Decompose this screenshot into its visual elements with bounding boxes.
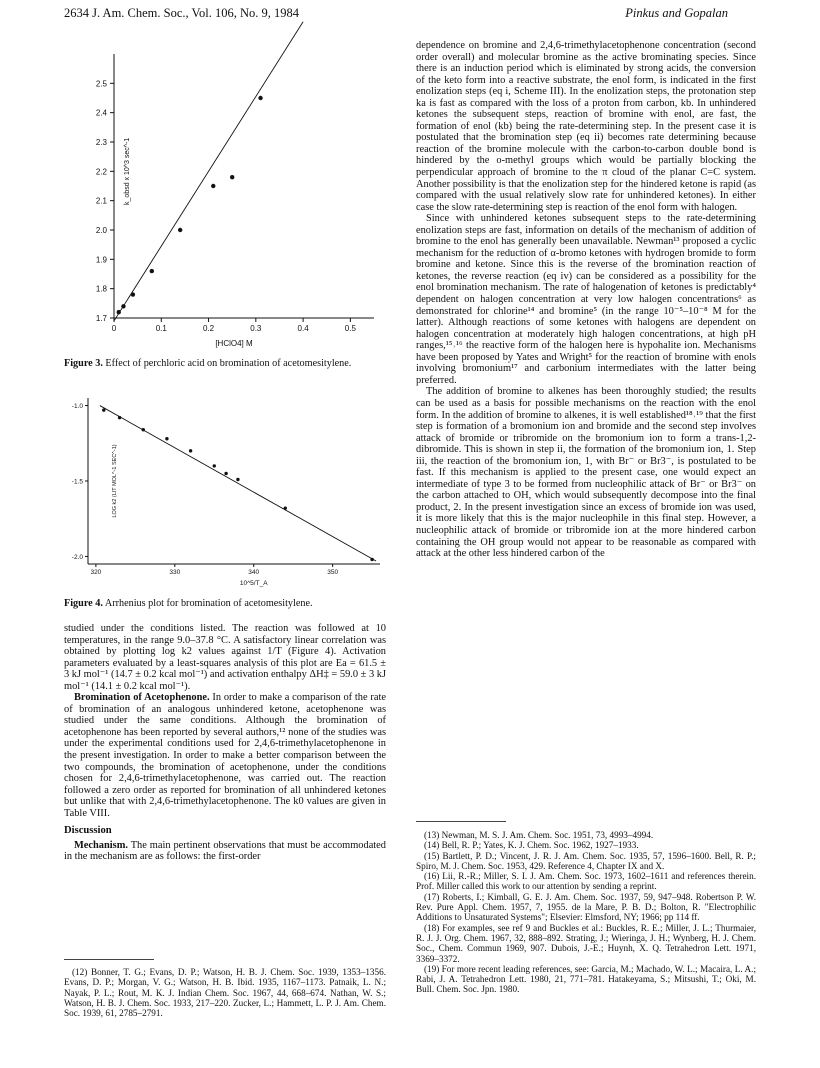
reference-item: (19) For more recent leading references, see: Garcia, M.; Machado, W. L.; Macaira, L. A.; Rabi, J. A. Tetrahedron Lett. 1980, 21, 771–781. Hatakeyama, S.; Mitsushi, T.; Oki, M. Bull. Chem. Soc. Jpn. 1980. <box>416 963 756 995</box>
y-tick-label: 2.1 <box>95 196 107 206</box>
paragraph <box>64 692 386 819</box>
data-point <box>236 478 239 481</box>
data-point <box>258 96 262 100</box>
left-references <box>64 967 386 1018</box>
fit-line <box>100 406 376 561</box>
discussion-heading: Discussion <box>64 825 112 837</box>
data-point <box>165 437 168 440</box>
figure-3-chart <box>58 40 388 348</box>
right-references <box>416 830 756 995</box>
figure-3-caption-label: Figure 3. <box>64 358 103 369</box>
figure-4-caption <box>64 598 394 610</box>
paragraph: dependence on bromine and 2,4,6-trimethylacetophenone concentration (second order overall) and molecular bromine as the active brominating species. Since there is an induction period which is eliminated by strong acids, the conversion of the keto form into a reactive substrate, the enol form, is indicated in the first enolization steps (eq i, Scheme III). In the enolization steps, the protonation step ka is fast as compared with the loss of a proton from carbon, kb. In unhindered ketones the subsequent steps, reaction of bromine with enol, are fast, the formation of enol (kb) being the rate-determining step. In the present case it is postulated that the bromination step (eq ii) becomes rate determining because reaction of the bromine molecule with the carbon-to-carbon double bond is hindered by the o-methyl groups which would be partially blocking the perpendicular approach of bromine to the π cloud of the planar C=C system. Another possibility is that the enolization step for the hindered ketone is rapid (as compared with the usual relatively slow rate for unhindered ketones). In either case the slow rate-determining step is reaction of the enol form with halogen. <box>416 40 756 213</box>
y-tick-label: -2.0 <box>71 553 83 561</box>
data-point <box>117 310 121 314</box>
data-point <box>150 269 154 273</box>
y-tick-label: 2.4 <box>95 108 107 118</box>
x-tick-label: 340 <box>248 569 260 576</box>
reference-item: (16) Lii, R.-R.; Miller, S. I. J. Am. Chem. Soc. 1973, 1602–1611 and references therein. Prof. Miller called this work to our attention by sending a reprint. <box>416 871 756 892</box>
paragraph <box>64 840 386 863</box>
data-point <box>284 506 287 509</box>
running-header-left: 2634 J. Am. Chem. Soc., Vol. 106, No. 9, 1984 <box>64 6 299 20</box>
y-axis-label: LOG k2 (LIT MOL^-1 SEC^-1) <box>112 444 118 518</box>
data-point <box>118 416 121 419</box>
left-body-text <box>64 623 386 863</box>
running-header-right: Pinkus and Gopalan <box>625 6 728 20</box>
data-point <box>189 449 192 452</box>
paragraph-text: The main pertinent observations that must be accommodated in the mechanism are as follows: the first-order <box>64 839 386 863</box>
data-point <box>121 304 125 308</box>
section-heading: Bromination of Acetophenone. <box>74 692 210 704</box>
y-tick-label: -1.0 <box>71 403 83 411</box>
y-tick-label: 2.3 <box>95 138 107 147</box>
x-tick-label: 0 <box>111 324 117 333</box>
y-tick-label: 1.7 <box>95 314 107 323</box>
reference-item: (13) Newman, M. S. J. Am. Chem. Soc. 1951, 73, 4993–4994. <box>424 830 654 840</box>
right-footnote-rule <box>416 821 506 822</box>
x-tick-label: 320 <box>90 569 102 576</box>
reference-item: (18) For examples, see ref 9 and Buckles et al.: Buckles, R. E.; Miller, J. L.; Thurmaier, R. J. J. Org. Chem. 1967, 32, 888–892. Strating, J.; Wieringa, J. H.; Wynberg, H. J. Chem. Soc., Chem. Commun 1969, 907. Dubois, J.-E.; Huynh, X. Q. Tetrahedron Lett. 1971, 3369–3372. <box>416 922 756 964</box>
x-tick-label: 0.5 <box>344 324 356 333</box>
y-tick-label: 2.2 <box>95 167 107 177</box>
data-point <box>230 175 234 179</box>
reference-item: (17) Roberts, I.; Kimball, G. E. J. Am. Chem. Soc. 1937, 59, 947–948. Robertson P. W. Rev. Pure Appl. Chem. 1957, 7, 1955. de la Mare, P. B. D.; Bolton, R. "Electrophilic Additions to Unsaturated Systems"; Elsevier: Elmsford, NY; 1966; pp 114 ff. <box>416 891 756 923</box>
reference-item: (14) Bell, R. P.; Yates, K. J. Chem. Soc. 1962, 1927–1933. <box>424 840 639 851</box>
data-point <box>211 184 215 188</box>
data-point <box>224 472 227 475</box>
y-tick-label: 1.8 <box>95 284 107 294</box>
figure-3-caption-text: Effect of perchloric acid on bromination of acetomesitylene. <box>102 358 352 369</box>
x-axis-label: 10^5/T_A <box>239 580 268 587</box>
x-axis-label: [HClO4] M <box>215 339 253 348</box>
y-tick-label: 1.9 <box>95 255 107 265</box>
right-body-text <box>416 40 756 560</box>
figure-3-caption <box>64 358 394 370</box>
x-tick-label: 350 <box>327 569 339 576</box>
figure-4-caption-label: Figure 4. <box>64 598 103 609</box>
paragraph: studied under the conditions listed. The reaction was followed at 10 temperatures, in the range 9.0–37.8 °C. A satisfactory linear correlation was obtained by plotting log k2 values against 1/T (Figure 4). Activation parameters evaluated by a least-squares analysis of this plot are Ea = 61.5 ± 3 kJ mol⁻¹ (14.7 ± 0.2 kcal mol⁻¹) and activation enthalpy ΔH‡ = 59.0 ± 3 kJ mol⁻¹ (14.1 ± 0.2 kcal mol⁻¹). <box>64 623 386 692</box>
data-point <box>102 408 105 411</box>
paragraph: Since with unhindered ketones subsequent steps to the rate-determining enolization steps are fast, information on details of the mechanism of addition of bromine to the enol has generally been unavailable. Newman¹³ proposed a cyclic mechanism for the reduction of α-bromo ketones with hydrogen bromide to form bromine and ketone. Since this is the reverse of the bromination reaction of ketones, the reverse reaction (eq iv) can be considered as a possibility for the enol bromination mechanism. The rate of halogenation of ketones is predictably⁴ dependent on halogen concentration at very low halogen concentrations⁶ as demonstrated for chlorine¹⁴ and bromine⁵ (in the range 10⁻⁵–10⁻⁸ M for the latter). Although reactions of some ketones with halogens are dependent on halogen concentration at moderately high halogen concentrations, at high pH ranges,¹⁵˒¹⁶ the reactive form of the halogen here is hypohalite ion. Mechanisms have been proposed by Yates and Wright⁵ for the reaction of bromine with enols involving bromonium¹⁷ and carbonium intermediates with the latter being preferred. <box>416 213 756 386</box>
section-heading: Mechanism. <box>74 839 128 851</box>
y-tick-label: 2.5 <box>95 79 107 89</box>
left-footnote-rule <box>64 959 154 960</box>
figure-4-caption-text: Arrhenius plot for bromination of acetomesitylene. <box>102 598 313 609</box>
y-tick-label: 2.0 <box>95 226 107 235</box>
x-tick-label: 0.3 <box>250 324 262 333</box>
reference-item: (12) Bonner, T. G.; Evans, D. P.; Watson, H. B. J. Chem. Soc. 1939, 1353–1356. Evans, D. P.; Morgan, V. G.; Watson, H. B. Ibid. 1935, 1167–1173. Patnaik, L. N.; Nayak, P. L.; Rout, M. K. J. Indian Chem. Soc. 1967, 44, 668–674. Nathan, W. S.; Watson, H. B. J. Chem. Soc. 1933, 217–220. Zucker, L.; Hammett, L. P. J. Am. Chem. Soc. 1939, 61, 2785–2791. <box>64 967 386 1019</box>
paragraph-text: In order to make a comparison of the rate of bromination of an analogous unhindered ketone, acetophenone was studied under the same conditions. Although the bromination of acetophenone has been reported by several authors,¹² none of the studies was under the experimental conditions used for 2,4,6-trimethylacetophenone in the present investigation. In order to make a better comparison between the two compounds, the bromination of acetophenone, under the conditions chosen for 2,4,6-trimethylacetophenone, was carried out. The reaction followed a zero order as reported for bromination of all unhindered ketones but unlike that with 2,4,6-trimethylacetophenone. The k0 values are given in Table VIII. <box>64 692 386 819</box>
x-tick-label: 0.4 <box>297 324 309 333</box>
data-point <box>213 464 216 467</box>
x-tick-label: 330 <box>169 569 181 576</box>
x-tick-label: 0.1 <box>155 324 167 333</box>
data-point <box>131 292 135 296</box>
data-point <box>370 558 373 561</box>
data-point <box>178 228 182 232</box>
figure-4-chart <box>58 392 388 592</box>
paragraph: The addition of bromine to alkenes has been thoroughly studied; the results can be used as a basis for possible mechanisms on the reaction with the enol form. In the addition of bromine to alkenes, it is well established¹⁸˒¹⁹ that the first step is formation of a bromonium ion and bromide and the second step involves attack of bromide or tribromide on the bromonium ion to form a trans-1,2-dibromide. This is shown in step ii, the formation of the bromonium ion, 1. Step iii, the reaction of the bromonium ion, 1, with Br⁻ or Br3⁻, is postulated to be fast. If this mechanism is applied to the present case, one would expect an intermediate of type 3 to be formed from nucleophilic attack of Br⁻ or Br3⁻ on the carbon attached to OH, which would subsequently decompose into the final product, 2. In the present investigation since an excess of bromide ion was used, it is more likely that this is the major nucleophile in this final step. However, a nucleophilic attack of bromide or tribromide ion at the more hindered carbon containing the OH group would not appear to be reasonable as compared with attack at the other less hindered carbon of the <box>416 386 756 560</box>
x-tick-label: 0.2 <box>202 324 215 333</box>
y-tick-label: -1.5 <box>71 478 83 486</box>
fit-line <box>114 22 303 321</box>
reference-item: (15) Bartlett, P. D.; Vincent, J. R. J. Am. Chem. Soc. 1935, 57, 1596–1600. Bell, R. P.; Spiro, M. J. Chem. Soc. 1953, 429. Reference 4, Chapter IX and X. <box>416 850 756 871</box>
y-axis-label: k_obsd x 10^3 sec^-1 <box>124 137 131 205</box>
data-point <box>142 428 145 431</box>
